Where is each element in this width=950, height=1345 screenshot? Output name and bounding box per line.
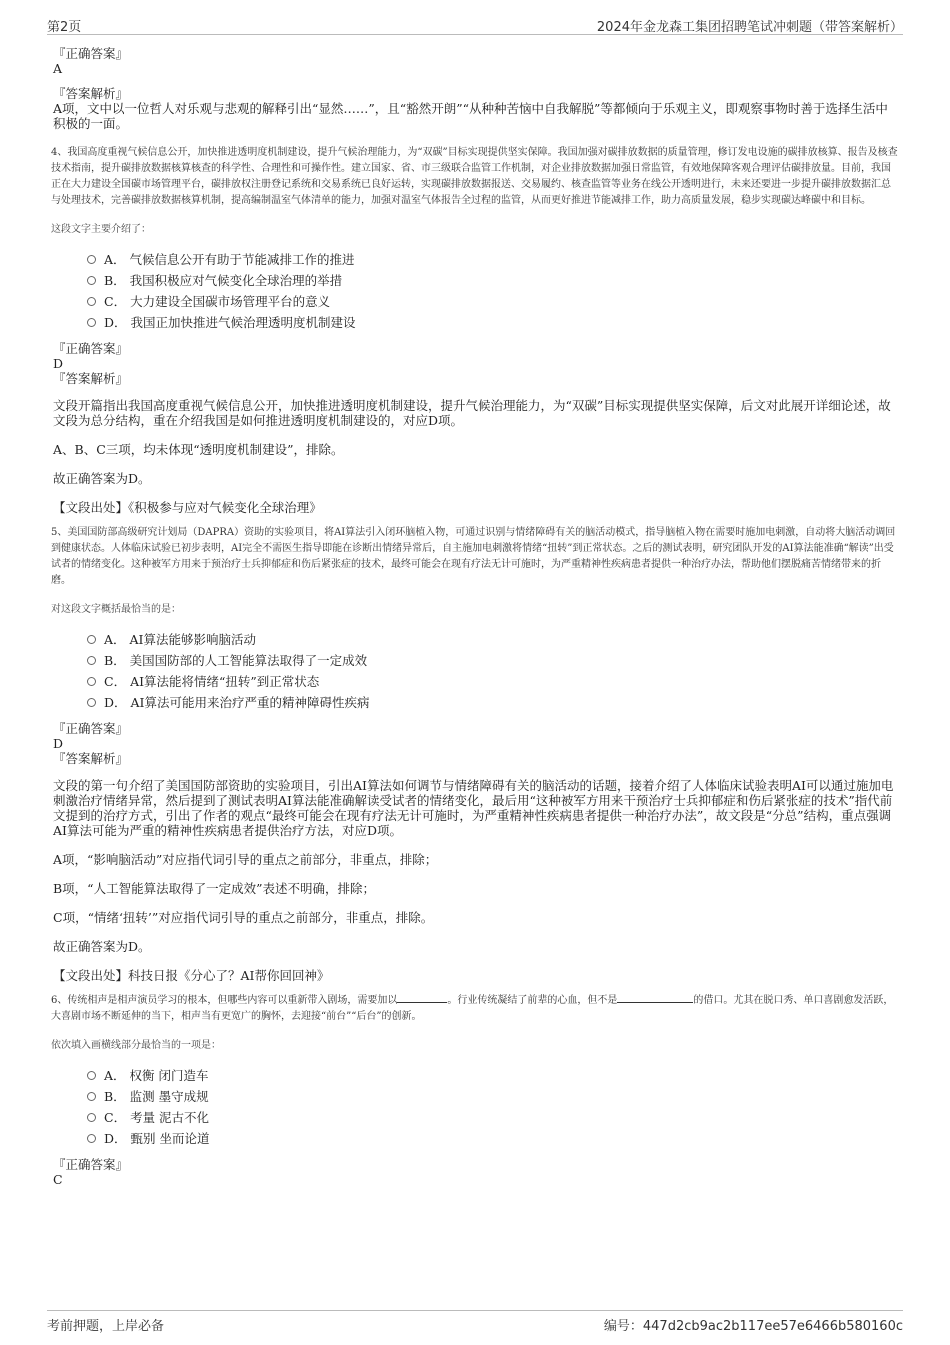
- option-b[interactable]: B． 我国积极应对气候变化全球治理的举措: [87, 270, 898, 291]
- radio-icon[interactable]: [87, 656, 96, 665]
- radio-icon[interactable]: [87, 1092, 96, 1101]
- analysis-label: 『答案解析』: [53, 751, 129, 766]
- radio-icon[interactable]: [87, 255, 96, 264]
- radio-icon[interactable]: [87, 635, 96, 644]
- analysis-text: A项，“影响脑活动”对应指代词引导的重点之前部分，非重点，排除；: [53, 852, 438, 867]
- question-5-text: 5、美国国防部高级研究计划局（DAPRA）资助的实验项目，将AI算法引入闭环脑植入物，可通过识别与情绪障碍有关的脑活动模式，指导脑植入物在需要时施加电刺激，自动将大脑活动调回到健康状态。人体临床试验已初步表明，AI完全不需医生指导即能在诊断出情绪异常后，自主施加电刺激将情绪“扭转”到正常状态。之后的测试表明，研究团队开发的AI算法能准确“解读”出受试者的情绪变化。这种被军方用来于预治疗士兵抑郁症和伤后紧张症的技术，最终可能会在现有疗法无计可施时，为严重精神性疾病患者提供一种治疗办法，帮助他们摆脱痛苦情绪带来的折磨。: [51, 527, 896, 586]
- answer-label: 『正确答案』: [53, 341, 129, 356]
- footer-slogan: 考前押题，上岸必备: [47, 1319, 165, 1334]
- answer-value: D: [53, 736, 64, 751]
- analysis-text: C项，“情绪‘扭转’”对应指代词引导的重点之前部分，非重点，排除。: [53, 910, 434, 925]
- document-title: 2024年金龙森工集团招聘笔试冲刺题（带答案解析）: [596, 20, 903, 35]
- radio-icon[interactable]: [87, 297, 96, 306]
- option-d[interactable]: D． 我国正加快推进气候治理透明度机制建设: [87, 312, 898, 333]
- document-id: 编号：447d2cb9ac2b117ee57e6466b580160c: [603, 1319, 903, 1334]
- answer-label: 『正确答案』: [53, 721, 129, 736]
- radio-icon[interactable]: [87, 1134, 96, 1143]
- question-5-options: [87, 629, 898, 713]
- analysis-label: 『答案解析』: [53, 86, 129, 101]
- option-d[interactable]: D． 甄别 坐而论道: [87, 1128, 898, 1149]
- analysis-text: A项，文中以一位哲人对乐观与悲观的解释引出“显然……”，且“豁然开朗”“从种种苦恼中自我解脱”等都倾向于乐观主义，即观察事物时善于选择生活中积极的一面。: [53, 101, 888, 131]
- radio-icon[interactable]: [87, 677, 96, 686]
- option-c[interactable]: C． AI算法能将情绪“扭转”到正常状态: [87, 671, 898, 692]
- option-d[interactable]: D． AI算法可能用来治疗严重的精神障碍性疾病: [87, 692, 898, 713]
- radio-icon[interactable]: [87, 698, 96, 707]
- question-4-prompt: 这段文字主要介绍了：: [51, 224, 151, 235]
- option-a[interactable]: A． 气候信息公开有助于节能减排工作的推进: [87, 249, 898, 270]
- question-6-prompt: 依次填入画横线部分最恰当的一项是：: [51, 1040, 221, 1051]
- question-6-options: [87, 1065, 898, 1149]
- radio-icon[interactable]: [87, 318, 96, 327]
- analysis-text: 故正确答案为D。: [53, 471, 151, 486]
- fill-blank-2: [617, 1002, 693, 1003]
- option-a[interactable]: A． 权衡 闭门造车: [87, 1065, 898, 1086]
- page-content: [53, 46, 898, 1187]
- answer-label: 『正确答案』: [53, 46, 129, 61]
- analysis-text: 文段的第一句介绍了美国国防部资助的实验项目，引出AI算法如何调节与情绪障碍有关的脑活动的话题，接着介绍了人体临床试验表明AI可以通过施加电刺激治疗情绪异常，然后提到了测试表明AI算法能准确解读受试者的情绪变化，最后用“这种被军方用来干预治疗士兵抑郁症和伤后紧张症的技术”指代前文提到的治疗方式，引出了作者的观点“最终可能会在现有疗法无计可施时，为严重精神性疾病患者提供一种治疗办法”，故文段是“分总”结构，重点强调AI算法可能为严重的精神性疾病患者提供治疗方法，对应D项。: [53, 778, 894, 838]
- answer-label: 『正确答案』: [53, 1157, 129, 1172]
- answer-value: A: [53, 61, 63, 76]
- page-footer: [47, 1310, 903, 1333]
- radio-icon[interactable]: [87, 276, 96, 285]
- option-b[interactable]: B． 美国国防部的人工智能算法取得了一定成效: [87, 650, 898, 671]
- question-5-prompt: 对这段文字概括最恰当的是：: [51, 604, 181, 615]
- option-a[interactable]: A． AI算法能够影响脑活动: [87, 629, 898, 650]
- option-c[interactable]: C． 考量 泥古不化: [87, 1107, 898, 1128]
- radio-icon[interactable]: [87, 1113, 96, 1122]
- analysis-text: A、B、C三项，均未体现“透明度机制建设”，排除。: [53, 442, 344, 457]
- question-4-text: 4、我国高度重视气候信息公开，加快推进透明度机制建设，提升气候治理能力，为“双碳”目标实现提供坚实保障。我国加强对碳排放数据的质量管理，修订发电设施的碳排放核算、报告及核查技术指南，提升碳排放数据核算核查的科学性、合理性和可操作性。建立国家、省、市三级联合监管工作机制，对企业排放数据加强日常监管，有效地保障客观合理评估碳排放量。目前，我国正在大力建设全国碳市场管理平台，碳排放权注册登记系统和交易系统已良好运转，实现碳排放数据报送、交易履约、核查监管等业务在线公开透明进行，未来还要进一步提升碳排放数据汇总与处理技术，完善碳排放数据核算机制，提高编制温室气体清单的能力，加强对温室气体报告全过程的监管，从而更好推进节能减排工作，助力高质量发展，稳步实现碳达峰碳中和目标。: [51, 147, 898, 206]
- source-citation: 【文段出处】《积极参与应对气候变化全球治理》: [53, 500, 322, 515]
- question-4-options: [87, 249, 898, 333]
- option-b[interactable]: B． 监测 墨守成规: [87, 1086, 898, 1107]
- analysis-text: 故正确答案为D。: [53, 939, 151, 954]
- page-header: [47, 14, 903, 35]
- fill-blank-1: [397, 1002, 447, 1003]
- analysis-label: 『答案解析』: [53, 371, 129, 386]
- analysis-text: B项，“人工智能算法取得了一定成效”表述不明确，排除；: [53, 881, 375, 896]
- analysis-text: 文段开篇指出我国高度重视气候信息公开，加快推进透明度机制建设，提升气候治理能力，为“双碳”目标实现提供坚实保障，后文对此展开详细论述，故文段为总分结构，重在介绍我国是如何推进透明度机制建设的，对应D项。: [53, 398, 891, 428]
- answer-value: C: [53, 1172, 63, 1187]
- radio-icon[interactable]: [87, 1071, 96, 1080]
- source-citation: 【文段出处】科技日报《分心了？AI帮你回回神》: [53, 968, 330, 983]
- question-6-text: 6、传统相声是相声演员学习的根本，但哪些内容可以重新带入剧场，需要加以 。行业传统凝结了前辈的心血，但不是 的借口。尤其在脱口秀、单口喜剧愈发活跃，大喜剧市场不断延伸的当下，相声当有更宽广的胸怀，去迎接“前台”“后台”的创新。: [51, 995, 894, 1022]
- page-number: 第2页: [47, 20, 82, 35]
- answer-value: D: [53, 356, 64, 371]
- option-c[interactable]: C． 大力建设全国碳市场管理平台的意义: [87, 291, 898, 312]
